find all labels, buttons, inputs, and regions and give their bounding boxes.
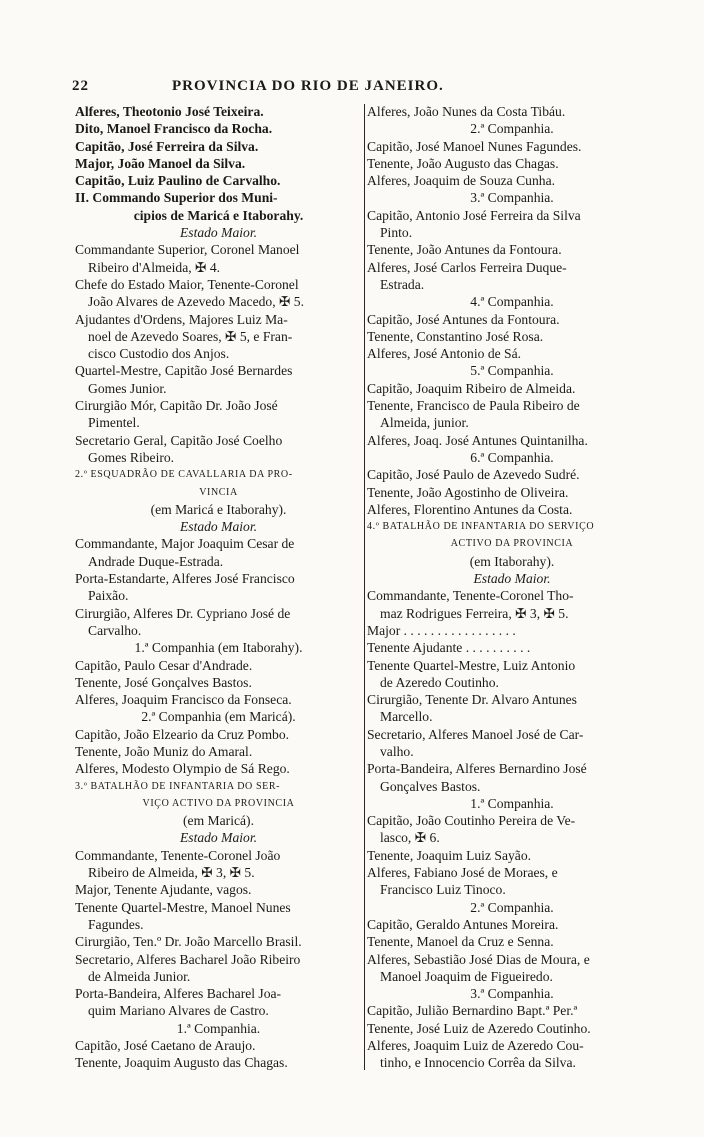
text-line: 3.ª Companhia. [470,986,554,1002]
text-line: Carvalho. [88,622,142,638]
text-line: 4.º BATALHÃO DE INFANTARIA DO SERVIÇO [367,521,595,533]
text-line: Tenente, Joaquim Luiz Sayão. [367,847,532,863]
text-line: (em Itaborahy). [469,553,555,569]
text-line: Commandante, Major Joaquim Cesar de [75,536,295,552]
text-line: Fagundes. [88,916,144,932]
text-line: Alferes, João Nunes da Costa Tibáu. [367,104,566,119]
text-line: Tenente Quartel-Mestre, Luiz Antonio [367,657,576,673]
text-line: Secretario, Alferes Bacharel João Ribeiro [75,951,301,967]
text-line: II. Commando Superior dos Muni- [75,190,278,206]
text-line: Capitão, João Elzeario da Cruz Pombo. [75,726,290,742]
text-line: Alferes, Joaq. José Antunes Quintanilha. [367,432,588,448]
text-line: (em Maricá e Itaborahy). [150,501,287,517]
text-line: Francisco Luiz Tinoco. [380,882,506,898]
text-line: Cirurgião, Alferes Dr. Cypriano José de [75,605,291,621]
text-line: Tenente Ajudante . . . . . . . . . . [367,640,531,656]
text-line: de Almeida Junior. [88,968,191,984]
text-line: Cirurgião Mór, Capitão Dr. João José [75,398,278,414]
text-line: 3.º BATALHÃO DE INFANTARIA DO SER- [75,780,281,792]
text-line: Alferes, José Antonio de Sá. [367,346,522,362]
text-line: de Azeredo Coutinho. [380,674,499,690]
text-line: Capitão, José Ferreira da Silva. [75,138,259,154]
text-line: tinho, e Innocencio Corrêa da Silva. [380,1055,576,1071]
text-line: Tenente, João Antunes da Fontoura. [367,242,562,258]
text-line: Estrada. [380,276,425,292]
text-line: Pimentel. [88,415,140,431]
text-line: Ajudantes d'Ordens, Majores Luiz Ma- [75,311,288,327]
text-line: 2.ª Companhia. [470,121,554,137]
text-line: Commandante Superior, Coronel Manoel [75,242,300,258]
text-line: Capitão, João Coutinho Pereira de Ve- [367,813,576,829]
text-line: maz Rodrigues Ferreira, ✠ 3, ✠ 5. [380,605,569,621]
column-divider [364,104,365,1070]
text-line: cipios de Maricá e Itaborahy. [133,207,304,223]
text-line: Tenente, Constantino José Rosa. [367,328,544,344]
text-line: 1.ª Companhia. [470,795,554,811]
text-line: Alferes, Fabiano José de Moraes, e [367,865,558,881]
text-line: lasco, ✠ 6. [380,830,440,846]
text-line: Capitão, Geraldo Antunes Moreira. [367,916,559,932]
text-line: Commandante, Tenente-Coronel Tho- [367,588,574,604]
text-line: Alferes, Joaquim Luiz de Azeredo Cou- [367,1038,584,1054]
text-line: Major . . . . . . . . . . . . . . . . . [367,622,516,638]
text-line: Pinto. [380,225,413,241]
text-line: Commandante, Tenente-Coronel João [75,847,281,863]
text-line: Tenente, José Gonçalves Bastos. [75,674,252,690]
text-line: Capitão, Antonio José Ferreira da Silva [367,207,581,223]
text-line: Gomes Ribeiro. [88,449,175,465]
text-line: Dito, Manoel Francisco da Rocha. [75,121,273,137]
text-line: 1.ª Companhia. [176,1020,261,1036]
text-line: 3.ª Companhia. [470,190,554,206]
text-line: Major, João Manoel da Silva. [75,155,246,171]
text-line: Estado Maior. [179,830,258,846]
text-line: Major, Tenente Ajudante, vagos. [75,882,252,898]
text-line: Tenente, João Agostinho de Oliveira. [367,484,569,500]
text-line: Capitão, Joaquim Ribeiro de Almeida. [367,380,576,396]
text-line: Alferes, Florentino Antunes da Costa. [367,501,573,517]
page-title: PROVINCIA DO RIO DE JANEIRO. [172,78,444,94]
text-line: Tenente Quartel-Mestre, Manoel Nunes [75,899,291,915]
text-line: Tenente, Manoel da Cruz e Senna. [367,934,554,950]
text-line: Andrade Duque-Estrada. [88,553,224,569]
text-line: Tenente, José Luiz de Azeredo Coutinho. [367,1020,591,1036]
text-line: Alferes, Theotonio José Teixeira. [75,104,264,119]
text-line: Capitão, Luiz Paulino de Carvalho. [75,173,281,189]
text-line: Capitão, José Paulo de Azevedo Sudré. [367,467,580,483]
text-line: Secretario Geral, Capitão José Coelho [75,432,283,448]
text-line: Estado Maior. [179,225,258,241]
text-line: Cirurgião, Ten.º Dr. João Marcello Brasil. [75,934,302,950]
text-line: Cirurgião, Tenente Dr. Alvaro Antunes [367,692,577,708]
text-line: Capitão, José Manoel Nunes Fagundes. [367,138,582,154]
text-line: Quartel-Mestre, Capitão José Bernardes [75,363,293,379]
text-line: Alferes, Joaquim Francisco da Fonseca. [75,692,292,708]
text-line: Tenente, João Augusto das Chagas. [367,155,559,171]
text-line: João Alvares de Azevedo Macedo, ✠ 5. [88,294,304,310]
page-header [72,78,632,98]
text-line: valho. [380,743,414,759]
text-line: Gonçalves Bastos. [380,778,481,794]
text-line: Marcello. [380,709,433,725]
text-line: 4.ª Companhia. [470,294,554,310]
page-number: 22 [72,78,89,94]
text-line: (em Maricá). [183,813,254,829]
text-line: Estado Maior. [179,519,258,535]
text-line: Chefe do Estado Maior, Tenente-Coronel [75,276,299,292]
text-line: noel de Azevedo Soares, ✠ 5, e Fran- [88,328,293,344]
text-line: Estado Maior. [473,571,551,587]
text-line: Capitão, José Antunes da Fontoura. [367,311,560,327]
text-line: Alferes, Sebastião José Dias de Moura, e [367,951,590,967]
text-line: 6.ª Companhia. [470,449,554,465]
text-line: Capitão, José Caetano de Araujo. [75,1038,256,1054]
text-line: Ribeiro d'Almeida, ✠ 4. [88,259,221,275]
text-line: VIÇO ACTIVO DA PROVINCIA [142,797,295,809]
text-line: Tenente, João Muniz do Amaral. [75,743,253,759]
text-line: Ribeiro de Almeida, ✠ 3, ✠ 5. [88,865,255,881]
text-line: 1.ª Companhia (em Itaborahy). [134,640,303,656]
text-line: Porta-Estandarte, Alferes José Francisco [75,571,295,587]
text-line: 2.º ESQUADRÃO DE CAVALLARIA DA PRO- [75,469,293,481]
text-line: Porta-Bandeira, Alferes Bacharel Joa- [75,986,282,1002]
text-line: Almeida, junior. [380,415,469,431]
text-line: Tenente, Joaquim Augusto das Chagas. [75,1055,288,1071]
text-line: ACTIVO DA PROVINCIA [450,538,574,550]
text-line: 5.ª Companhia. [470,363,554,379]
text-line: Porta-Bandeira, Alferes Bernardino José [367,761,587,777]
text-line: Capitão, Julião Bernardino Bapt.ª Per.ª [367,1003,578,1019]
right-column [367,103,657,1072]
text-line: Paixão. [88,588,129,604]
text-line: Alferes, José Carlos Ferreira Duque- [367,259,567,275]
text-line: Manoel Joaquim de Figueiredo. [380,968,553,984]
text-line: Alferes, Joaquim de Souza Cunha. [367,173,556,189]
text-line: Secretario, Alferes Manoel José de Car- [367,726,584,742]
text-line: Alferes, Modesto Olympio de Sá Rego. [75,761,290,777]
left-column [75,103,362,1072]
text-line: 2.ª Companhia (em Maricá). [141,709,296,725]
text-line: Capitão, Paulo Cesar d'Andrade. [75,657,253,673]
text-line: Gomes Junior. [88,380,167,396]
text-line: Tenente, Francisco de Paula Ribeiro de [367,398,580,414]
text-line: cisco Custodio dos Anjos. [88,346,230,362]
text-line: 2.ª Companhia. [470,899,554,915]
text-line: quim Mariano Alvares de Castro. [88,1003,269,1019]
text-line: VINCIA [199,486,238,498]
